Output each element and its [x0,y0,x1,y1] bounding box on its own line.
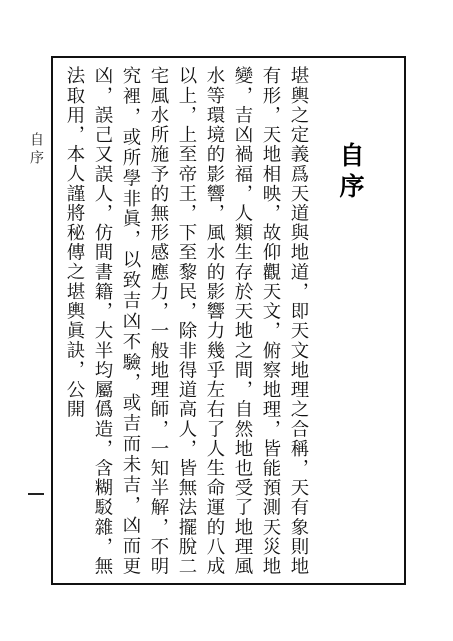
chapter-title: 自序 [336,142,365,204]
body-text: 堪輿之定義爲天道與地道，即天文地理之合稱，天有象則地有形，天地相映，故仰觀天文，俯察地理，皆能預測天災地變，吉凶禍福，人類生存於天地之間，自然地也受了地理風水等環境的影響，風水的影響力幾乎左右了人生命運的八成以上，上至帝王，下至黎民，除非得道高人，皆無法擺脫二宅風水所施予的無形感應力，一般地理師，一知半解，不明究裡，或所學非眞，以致吉凶不驗，或吉而未吉，凶而更凶，誤己又誤人，仿間書籍，大半均屬僞造，含糊駁雜，無法取用，本人謹將秘傳之堪輿眞訣，公開 [64,66,309,576]
margin-mark [28,493,44,495]
running-head: 自序 [28,132,44,168]
